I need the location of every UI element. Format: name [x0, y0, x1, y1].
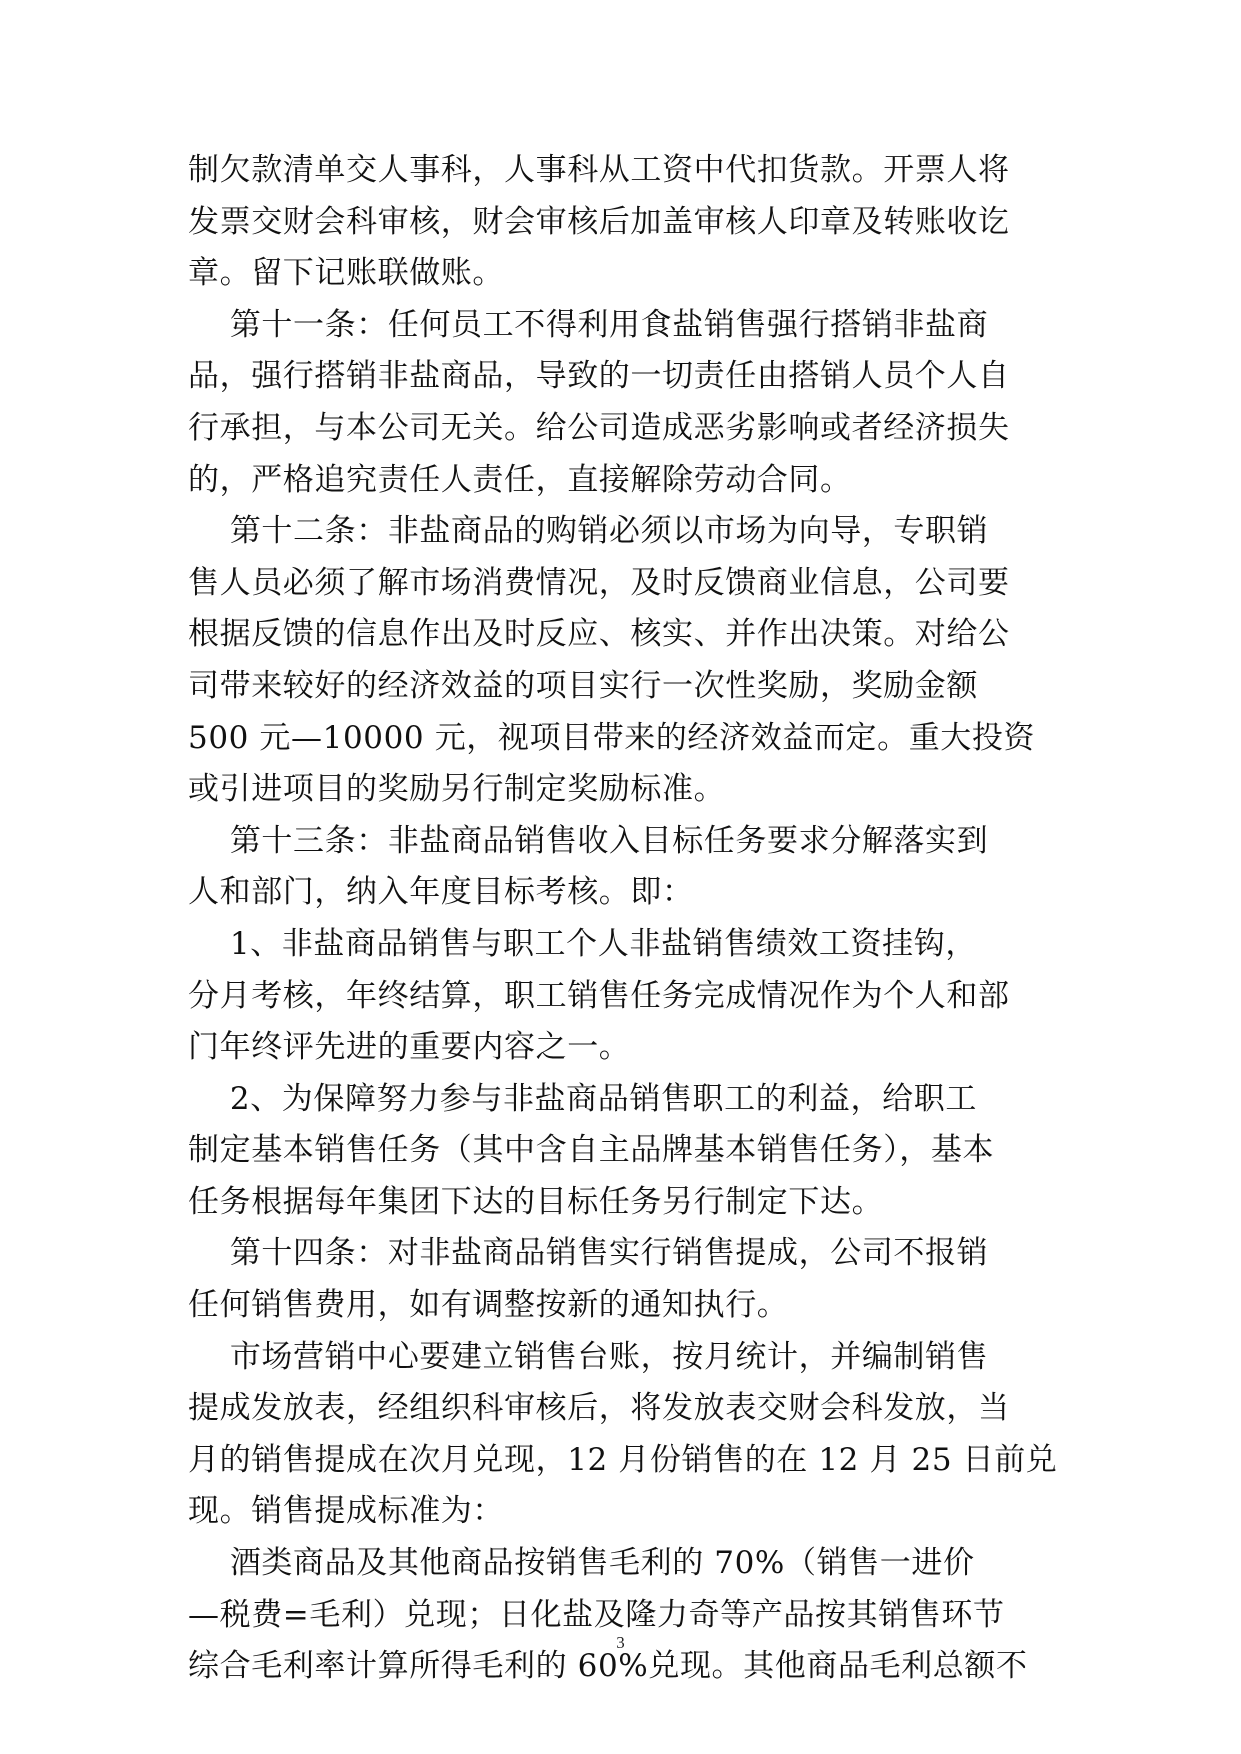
- page-number: 3: [616, 1633, 625, 1652]
- text-line: —税费=毛利）兑现；日化盐及隆力奇等产品按其销售环节: [188, 1596, 1005, 1633]
- text-line: 第十四条：对非盐商品销售实行销售提成，公司不报销: [188, 1235, 989, 1272]
- text-line: 根据反馈的信息作出及时反应、核实、并作出决策。对给公: [188, 616, 1010, 653]
- text-line: 售人员必须了解市场消费情况，及时反馈商业信息，公司要: [188, 564, 1010, 601]
- text-line: 第十三条：非盐商品销售收入目标任务要求分解落实到: [188, 822, 989, 859]
- text-line: 行承担，与本公司无关。给公司造成恶劣影响或者经济损失: [188, 409, 1010, 446]
- text-line: 制欠款清单交人事科，人事科从工资中代扣货款。开票人将: [188, 152, 1010, 188]
- text-line: 现。销售提成标准为：: [188, 1493, 504, 1530]
- text-line: 2、为保障努力参与非盐商品销售职工的利益，给职工: [188, 1080, 977, 1117]
- text-line: 制定基本销售任务（其中含自主品牌基本销售任务），基本: [188, 1132, 995, 1169]
- text-line: 品，强行搭销非盐商品，导致的一切责任由搭销人员个人自: [188, 358, 1010, 395]
- text-line: 酒类商品及其他商品按销售毛利的 70%（销售一进价: [188, 1545, 975, 1582]
- text-line: 提成发放表，经组织科审核后，将发放表交财会科发放，当: [188, 1390, 1010, 1427]
- text-line: 市场营销中心要建立销售台账，按月统计，并编制销售: [188, 1338, 989, 1375]
- text-line: 人和部门，纳入年度目标考核。即：: [188, 874, 694, 911]
- text-line: 门年终评先进的重要内容之一。: [188, 1029, 631, 1066]
- text-line: 发票交财会科审核，财会审核后加盖审核人印章及转账收讫: [188, 203, 1010, 240]
- text-line: 第十二条：非盐商品的购销必须以市场为向导，专职销: [188, 513, 989, 550]
- text-line: 的，严格追究责任人责任，直接解除劳动合同。: [188, 461, 852, 498]
- text-line: 分月考核，年终结算，职工销售任务完成情况作为个人和部: [188, 977, 1010, 1014]
- text-line: 综合毛利率计算所得毛利的 60%兑现。其他商品毛利总额不: [188, 1648, 1028, 1685]
- text-line: 500 元—10000 元，视项目带来的经济效益而定。重大投资: [188, 719, 1036, 756]
- text-line: 或引进项目的奖励另行制定奖励标准。: [188, 771, 726, 808]
- text-line: 任务根据每年集团下达的目标任务另行制定下达。: [188, 1183, 884, 1220]
- text-line: 司带来较好的经济效益的项目实行一次性奖励，奖励金额: [188, 667, 978, 704]
- text-line: 第十一条：任何员工不得利用食盐销售强行搭销非盐商: [188, 306, 989, 343]
- text-line: 月的销售提成在次月兑现，12 月份销售的在 12 月 25 日前兑: [188, 1441, 1058, 1478]
- text-line: 章。留下记账联做账。: [188, 255, 504, 292]
- body-text: [188, 145, 1058, 1693]
- text-line: 任何销售费用，如有调整按新的通知执行。: [188, 1287, 789, 1324]
- text-line: 1、非盐商品销售与职工个人非盐销售绩效工资挂钩，: [188, 925, 977, 962]
